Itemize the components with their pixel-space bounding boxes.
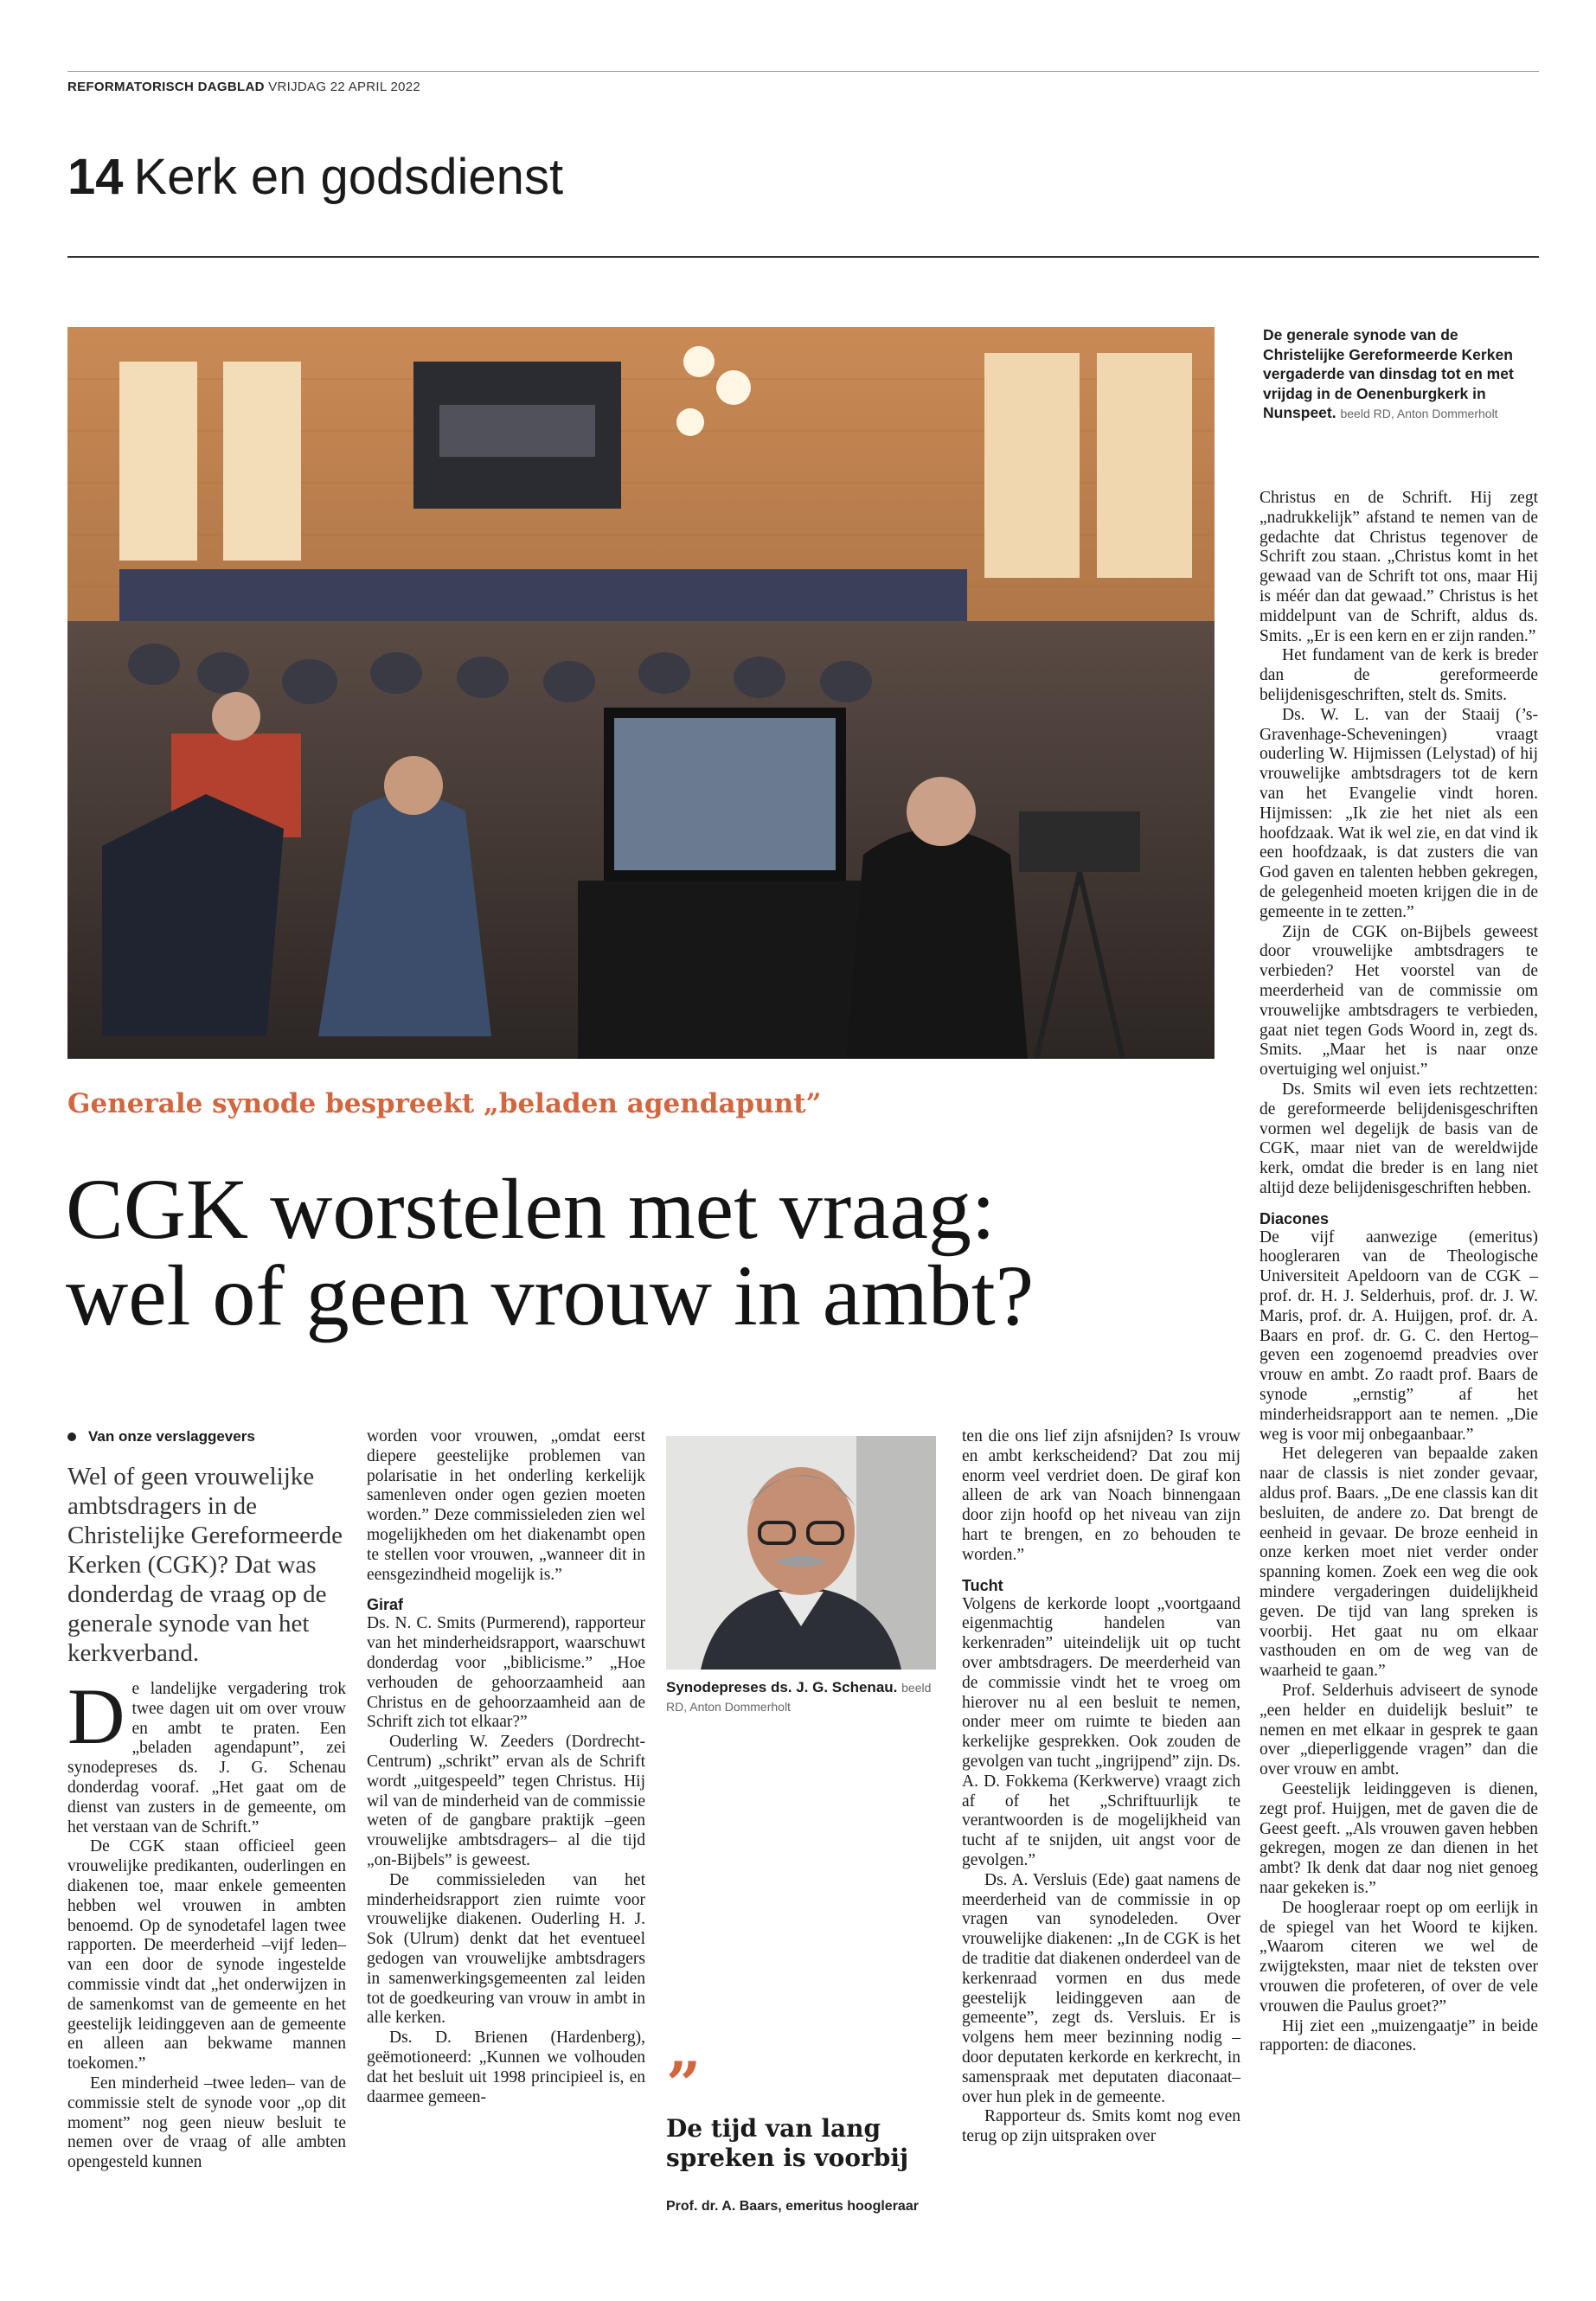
bullet-icon xyxy=(67,1433,76,1441)
paragraph: De CGK staan officieel geen vrouwelijke predikanten, ouderlingen en diakenen toe, maar enkele gemeenten hebben wel vrouwen in ambten benoemd. Op de synodetafel lagen twee rapporten. De meerderheid –vijf leden– van een door de synode ingestelde commissie vindt dat „het onderwijzen in de samenkomst van de gemeente en het geestelijk leidinggeven aan de gemeente en alleen aan bekwame mannen toekomen.” xyxy=(67,1837,346,2073)
section-name: Kerk en godsdienst xyxy=(133,149,564,205)
quote-icon: ” xyxy=(666,2048,702,2120)
column-4 xyxy=(1259,489,1538,2056)
photo-credit: beeld RD, Anton Dommerholt xyxy=(1340,407,1498,420)
paragraph: Ds. A. Versluis (Ede) gaat namens de meerderheid van de commissie in op vragen van synodeleden. Over vrouwelijke diakenen: „In de CGK is het de traditie dat diakenen onderdeel van de kerkenraad vormen en dus mede geestelijk leidinggeven aan de gemeente”, zegt ds. Versluis. Er is volgens hem meer bezinning nodig –door deputaten kerkorde en kerkrecht, in samenspraak met deputaten diaconaat– over hun plek in de gemeente. xyxy=(962,1870,1240,2106)
subheading: Diacones xyxy=(1259,1209,1330,1227)
portrait-caption xyxy=(666,1678,943,1716)
paragraph: Volgens de kerkorde loopt „voortgaand eigenmachtig handelen van kerkenraden” uiteindelijk uit op tucht over ambtsdragers. De meerderheid van de commissie vindt het te vroeg om hierover nu al een besluit te nemen, onder meer om ruimte te bieden aan kerkelijke gesprekken. Ook zouden de gevolgen van tucht „ingrijpend” zijn. Ds. A. D. Fokkema (Kerkwerve) vraagt zich af of het „Schriftuurlijk te verantwoorden is de mogelijkheid van tucht af te snijden, uit angst voor de gevolgen.” xyxy=(962,1594,1240,1869)
main-photo xyxy=(67,327,1215,1059)
paragraph: Geestelijk leidinggeven is dienen, zegt prof. Huijgen, met de gaven die de Geest geeft. „Als vrouwen gaven hebben gekregen, mogen ze dan dienen in het ambt? Ik denk dat daar nog niet genoeg naar gekeken is.” xyxy=(1259,1780,1538,1897)
issue-date: VRIJDAG 22 APRIL 2022 xyxy=(268,80,421,94)
paragraph: ten die ons lief zijn afsnijden? Is vrouw en ambt kerkscheidend? Dat zou mij enorm veel verdriet doen. De giraf kon alleen de ark van Noach binnengaan door zijn hoofd op het niveau van zijn hart te brengen, en zo behouden te worden.” xyxy=(962,1427,1240,1564)
caption-text: Synodepreses ds. J. G. Schenau. xyxy=(666,1679,898,1695)
paragraph: Christus en de Schrift. Hij zegt „nadrukkelijk” afstand te nemen van de gedachte dat Christus tegenover de Schrift zou staan. „Christus komt in het gewaad van de Schrift tot ons, maar Hij is méér dan dat gewaad.” Christus is het middelpunt van de Schrift, aldus ds. Smits. „Er is een kern en er zijn randen.” xyxy=(1259,489,1538,645)
synod-hall-image xyxy=(67,327,1215,1059)
pull-quote: De tijd van lang spreken is voorbij xyxy=(666,2114,909,2172)
quote-attribution: Prof. dr. A. Baars, emeritus hoogleraar xyxy=(666,2199,919,2214)
paragraph: Het fundament van de kerk is breder dan de gereformeerde belijdenisgeschriften, stelt ds. Smits. xyxy=(1259,646,1538,704)
kicker: Generale synode bespreekt „beladen agendapunt” xyxy=(67,1088,822,1119)
paragraph: Prof. Selderhuis adviseert de synode „een helder en duidelijk besluit” te nemen en met elkaar in gesprek te gaan over „dieperliggende vragen” dan die over vrouw en ambt. xyxy=(1259,1682,1538,1779)
column-1 xyxy=(67,1427,346,2173)
main-photo-caption xyxy=(1263,325,1538,424)
paragraph: Ds. N. C. Smits (Purmerend), rapporteur van het minderheidsrapport, waarschuwt donderdag voor „biblicisme.” „Hoe verhouden de gehoorzaamheid aan Christus en de gehoorzaamheid aan de Schrift zich tot elkaar?” xyxy=(367,1614,645,1732)
subheading: Tucht xyxy=(962,1576,1003,1594)
headline-line-1: CGK worstelen met vraag: xyxy=(66,1161,996,1257)
byline-text: Van onze verslaggevers xyxy=(88,1428,255,1445)
intro: Wel of geen vrouwelijke ambtsdragers in de Christelijke Gereformeerde Kerken (CGK)? Dat was donderdag de vraag op de generale synode van het kerkverband. xyxy=(67,1463,343,1667)
paragraph: e landelijke vergadering trok twee dagen uit om over vrouw en ambt te praten. Een „beladen agendapunt”, zei synodepreses ds. J. G. Schenau donderdag vooraf. „Het gaat om de dienst van zusters in de gemeente, om het verstaan van de Schrift.” xyxy=(67,1680,346,1836)
byline xyxy=(67,1427,346,1446)
caption-text: De generale synode van de Christelijke Gereformeerde Kerken vergaderde van dinsdag tot en met vrijdag in de Oenenburgkerk in Nunspeet. xyxy=(1263,326,1514,421)
page-number: 14 xyxy=(67,149,124,205)
paragraph: De hoogleraar roept op om eerlijk in de spiegel van het Woord te kijken. „Waarom citeren we wel de zwijgteksten, maar niet de teksten over vrouwen die profeteren, of over de vele vrouwen die Paulus groet?” xyxy=(1259,1898,1538,2016)
paragraph: Ds. D. Brienen (Hardenberg), geëmotioneerd: „Kunnen we volhouden dat het besluit uit 1998 principieel is, en daarmee gemeen- xyxy=(367,2029,645,2106)
paragraph: Rapporteur ds. Smits komt nog even terug op zijn uitspraken over xyxy=(962,2107,1240,2146)
photo-credit: beeld RD, Anton Dommerholt xyxy=(666,1681,932,1714)
portrait-photo xyxy=(666,1436,936,1670)
column-2 xyxy=(367,1427,645,2107)
subheading: Giraf xyxy=(367,1596,404,1614)
paragraph: Een minderheid –twee leden– van de commissie stelt de synode voor „op dit moment” nog geen nieuw besluit te nemen over de vraag of alle ambten opengesteld kunnen xyxy=(67,2073,346,2172)
paragraph: Ouderling W. Zeeders (Dordrecht-Centrum) „schrikt” ervan als de Schrift wordt „uitgespeeld” tegen Christus. Hij wil van de minderheid van de commissie weten of de gangbare praktijk –geen vrouwelijke ambtsdragers– al die tijd „on-Bijbels” is geweest. xyxy=(367,1733,645,1869)
paragraph: Het delegeren van bepaalde zaken naar de classis is niet zonder gevaar, aldus prof. Baars. „De ene classis kan dit besluiten, de andere zo. Dat brengt de eenheid in gevaar. De broze eenheid in onze kerken moet niet verder onder spanning komen. Zoek een weg die ook mindere vergaderingen duidelijkheid geven. De tijd van lang spreken is voorbij. Het gaat nu om elkaar vasthouden en om de weg van de waarheid te gaan.” xyxy=(1259,1445,1538,1681)
paragraph: Hij ziet een „muizengaatje” in beide rapporten: de diacones. xyxy=(1259,2016,1538,2055)
drop-cap: D xyxy=(67,1672,125,1760)
paragraph: worden voor vrouwen, „omdat eerst diepere geestelijke problemen van polarisatie in het onderling kerkelijk samenleven onder ogen gezien moeten worden.” Deze commissieleden zien wel mogelijkheden om het diakenambt open te stellen voor vrouwen, „wanneer dit in eensgezindheid mogelijk is.” xyxy=(367,1427,645,1584)
paragraph: Ds. W. L. van der Staaij (’s-Gravenhage-Scheveningen) vraagt ouderling W. Hijmissen (Lelystad) of hij vrouwelijke ambtsdragers tot de kern van het Evangelie vindt horen. Hijmissen: „Ik zie het niet als een hoofdzaak. Wat ik wel zie, en dat vind ik een hoofdzaak, is dat zusters die van God gaven en talenten hebben gekregen, de gelegenheid moeten krijgen die in de gemeente in te zetten.” xyxy=(1259,705,1538,921)
column-3 xyxy=(962,1427,1240,2147)
section-header xyxy=(67,147,563,208)
headline-line-2: wel of geen vrouw in ambt? xyxy=(66,1247,1035,1343)
masthead xyxy=(67,80,420,94)
section-rule xyxy=(67,256,1539,258)
paragraph: Ds. Smits wil even iets rechtzetten: de gereformeerde belijdenisgeschriften vormen wel degelijk de basis van de CGK, maar niet van de wereldwijde kerk, omdat die breder is en lang niet altijd deze belijdenisgeschriften hebben. xyxy=(1259,1080,1538,1197)
portrait-image xyxy=(666,1436,936,1670)
paragraph: De vijf aanwezige (emeritus) hoogleraren van de Theologische Universiteit Apeldoorn van de CGK –prof. dr. H. J. Selderhuis, prof. dr. J. W. Maris, prof. dr. A. Huijgen, prof. dr. A. Baars en prof. dr. G. C. den Hertog– geven een zogenoemd preadvies over vrouw en ambt. Zo raadt prof. Baars de synode „ernstig” af het minderheidsrapport aan te nemen. „Die weg is voor mij onbegaanbaar.” xyxy=(1259,1227,1538,1444)
paragraph: De commissieleden van het minderheidsrapport zien ruimte voor vrouwelijke diakenen. Ouderling H. J. Sok (Ulrum) denkt dat het eventueel gedogen van vrouwelijke ambtsdragers in samenwerkingsgemeenten zal leiden tot de goedkeuring van vrouw in ambt in alle kerken. xyxy=(367,1870,645,2028)
headline xyxy=(66,1161,1216,1343)
paper-name: REFORMATORISCH DAGBLAD xyxy=(67,80,265,94)
masthead-rule xyxy=(67,71,1539,72)
paragraph: Zijn de CGK on-Bijbels geweest door vrouwelijke ambtsdragers te verbieden? Het voorstel van de meerderheid van de commissie om vrouwelijke ambtsdragers te verbieden, gaat niet tegen Gods Woord in, zegt ds. Smits. „Maar het is naar onze overtuiging wel onjuist.” xyxy=(1259,922,1538,1080)
